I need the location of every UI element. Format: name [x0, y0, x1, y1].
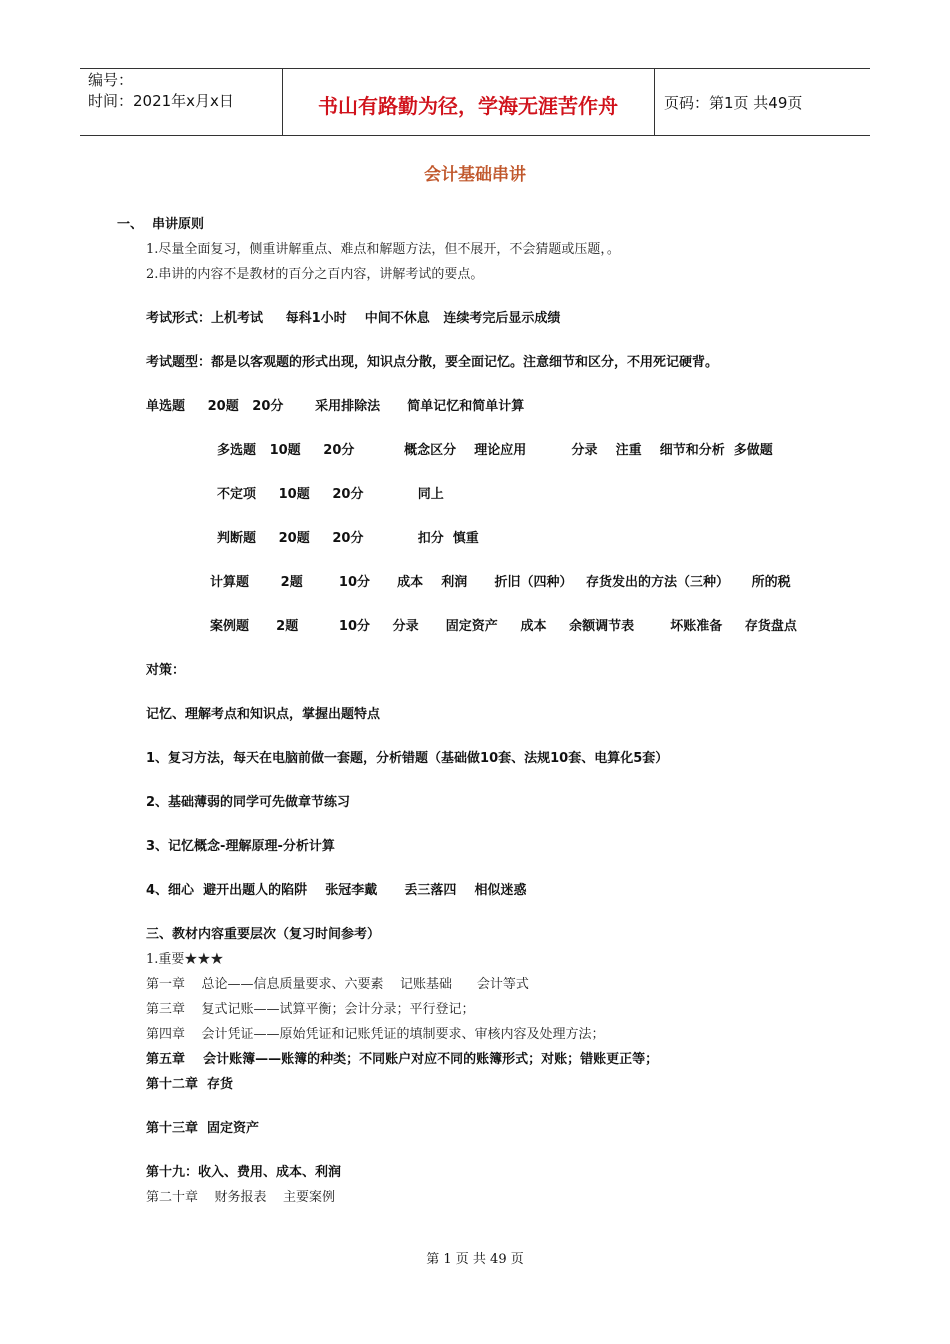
question-type-row: 判断题 20题 20分 扣分 慎重	[217, 531, 479, 546]
code-label: 编号：	[88, 71, 134, 89]
chapter-line: 第十九：收入、费用、成本、利润	[146, 1165, 342, 1180]
exam-type-line: 考试题型：都是以客观题的形式出现，知识点分散，要全面记忆。注意细节和区分，不用死记硬背。	[146, 355, 719, 370]
header-meta	[88, 70, 234, 112]
chapter-line: 第十三章 固定资产	[146, 1121, 260, 1136]
time-label: 时间：2021年x月x日	[88, 92, 234, 110]
chapter-line: 第十二章 存货	[146, 1077, 234, 1092]
section-heading: 三、教材内容重要层次（复习时间参考）	[146, 927, 381, 942]
page-footer: 第 1 页 共 49 页	[426, 1252, 524, 1267]
chapter-line: 第三章 复式记账——试算平衡；会计分录；平行登记；	[146, 1002, 475, 1017]
header-page-info: 页码：第1页 共49页	[664, 94, 803, 112]
question-type-row: 单选题 20题 20分 采用排除法 简单记忆和简单计算	[146, 399, 525, 414]
tip-item: 4、细心 避开出题人的陷阱 张冠李戴 丢三落四 相似迷惑	[146, 883, 527, 898]
header-bottom-rule	[80, 135, 870, 136]
question-type-row: 多选题 10题 20分 概念区分 理论应用 分录 注重 细节和分析 多做题	[217, 443, 773, 458]
question-type-row: 计算题 2题 10分 成本 利润 折旧（四种） 存货发出的方法（三种） 所的税	[210, 575, 791, 590]
tip-item: 2、基础薄弱的同学可先做章节练习	[146, 795, 351, 810]
strategy-line: 记忆、理解考点和知识点，掌握出题特点	[146, 707, 381, 722]
paragraph: 2.串讲的内容不是教材的百分之百内容，讲解考试的要点。	[146, 267, 484, 282]
section-heading: 一、 串讲原则	[117, 217, 205, 232]
paragraph: 1.尽量全面复习，侧重讲解重点、难点和解题方法，但不展开，不会猜题或压题，。	[146, 242, 620, 257]
strategy-heading: 对策：	[146, 663, 186, 678]
tip-item: 3、记忆概念-理解原理-分析计算	[146, 839, 335, 854]
document-title: 会计基础串讲	[424, 165, 526, 185]
chapter-line: 第五章 会计账簿——账簿的种类；不同账户对应不同的账簿形式；对账；错账更正等；	[146, 1052, 659, 1067]
question-type-row: 不定项 10题 20分 同上	[217, 487, 444, 502]
tip-item: 1、复习方法，每天在电脑前做一套题，分析错题（基础做10套、法规10套、电算化5套）	[146, 751, 669, 766]
question-type-row: 案例题 2题 10分 分录 固定资产 成本 余额调节表 坏账准备 存货盘点	[210, 619, 797, 634]
header-motto: 书山有路勤为径，学海无涯苦作舟	[318, 94, 618, 118]
chapter-line: 第一章 总论——信息质量要求、六要素 记账基础 会计等式	[146, 977, 529, 992]
header-divider-right	[654, 68, 655, 135]
chapter-line: 第四章 会计凭证——原始凭证和记账凭证的填制要求、审核内容及处理方法；	[146, 1027, 605, 1042]
exam-form-line: 考试形式：上机考试 每科1小时 中间不休息 连续考完后显示成绩	[146, 311, 561, 326]
importance-label: 1.重要★★★	[146, 952, 224, 967]
chapter-line: 第二十章 财务报表 主要案例	[146, 1190, 336, 1205]
header-top-rule	[80, 68, 870, 69]
